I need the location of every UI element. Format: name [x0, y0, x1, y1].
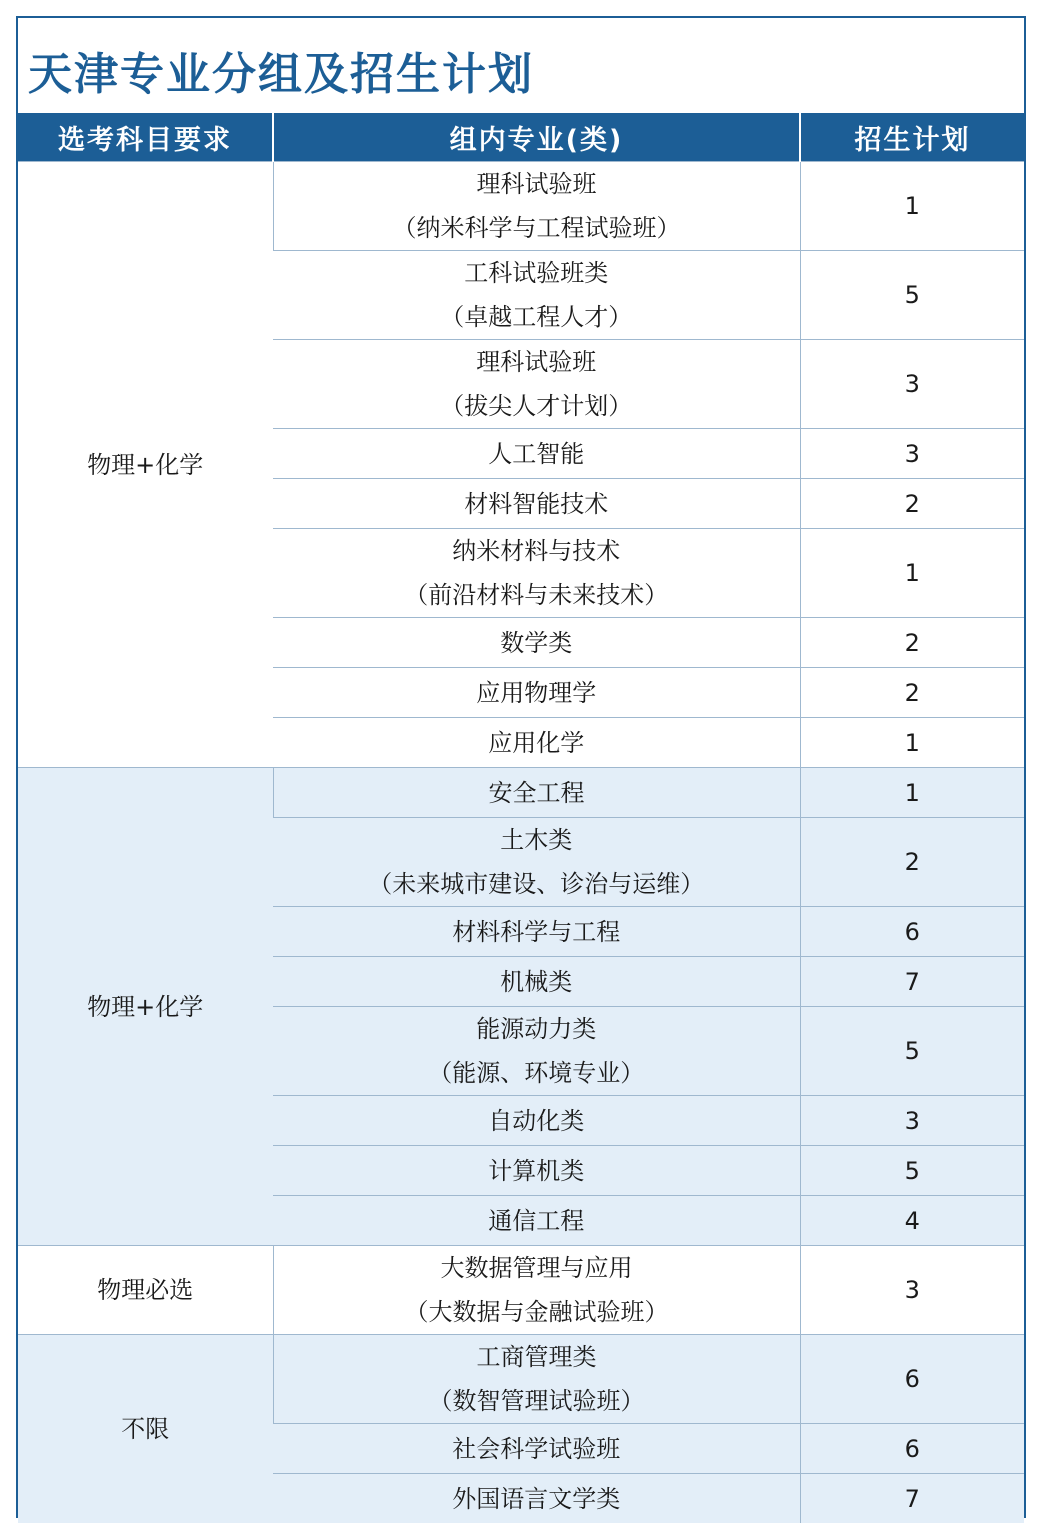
subject-requirement-cell: 物理+化学 — [18, 768, 273, 1246]
major-subtitle: （能源、环境专业） — [428, 1059, 645, 1087]
major-name: 人工智能 — [488, 439, 585, 468]
column-header-requirement: 选考科目要求 — [18, 113, 273, 162]
major-subtitle: （纳米科学与工程试验班） — [392, 214, 681, 242]
major-name: 大数据管理与应用 — [440, 1254, 633, 1282]
major-name: 工科试验班类 — [464, 259, 609, 287]
major-name: 机械类 — [500, 967, 573, 996]
plan-count-cell: 3 — [800, 340, 1024, 429]
major-subtitle: （卓越工程人才） — [440, 303, 633, 331]
plan-count-cell: 2 — [800, 818, 1024, 907]
plan-table-frame — [16, 16, 1026, 1518]
major-cell — [273, 818, 800, 907]
major-cell — [273, 768, 800, 818]
table-row — [18, 162, 1024, 251]
plan-count-cell: 1 — [800, 768, 1024, 818]
major-name: 安全工程 — [488, 778, 585, 807]
plan-count-cell: 1 — [800, 162, 1024, 251]
major-name: 能源动力类 — [476, 1015, 597, 1043]
admission-plan-table — [18, 113, 1024, 1523]
major-cell — [273, 1096, 800, 1146]
column-header-plan: 招生计划 — [800, 113, 1024, 162]
major-cell — [273, 718, 800, 768]
subject-requirement-cell: 不限 — [18, 1335, 273, 1524]
major-name: 计算机类 — [488, 1156, 585, 1185]
major-name: 数学类 — [500, 628, 573, 657]
major-name: 理科试验班 — [476, 348, 597, 376]
plan-count-cell: 1 — [800, 718, 1024, 768]
plan-count-cell: 5 — [800, 251, 1024, 340]
major-cell — [273, 1335, 800, 1424]
major-cell — [273, 1146, 800, 1196]
major-name: 土木类 — [500, 826, 573, 854]
major-cell — [273, 907, 800, 957]
major-subtitle: （未来城市建设、诊治与运维） — [368, 870, 705, 898]
plan-count-cell: 5 — [800, 1146, 1024, 1196]
major-cell — [273, 162, 800, 251]
table-header-row — [18, 113, 1024, 162]
major-subtitle: （数智管理试验班） — [428, 1387, 645, 1415]
plan-count-cell: 1 — [800, 529, 1024, 618]
page-title: 天津专业分组及招生计划 — [28, 49, 534, 100]
plan-count-cell: 2 — [800, 618, 1024, 668]
major-name: 应用化学 — [488, 728, 585, 757]
major-cell — [273, 1474, 800, 1524]
major-name: 社会科学试验班 — [452, 1434, 621, 1463]
plan-count-cell: 3 — [800, 1246, 1024, 1335]
major-cell — [273, 251, 800, 340]
plan-count-cell: 5 — [800, 1007, 1024, 1096]
plan-count-cell: 7 — [800, 957, 1024, 1007]
plan-count-cell: 4 — [800, 1196, 1024, 1246]
major-cell — [273, 1196, 800, 1246]
table-row — [18, 1246, 1024, 1335]
subject-requirement-cell: 物理+化学 — [18, 162, 273, 768]
major-name: 外国语言文学类 — [452, 1484, 621, 1513]
plan-count-cell: 2 — [800, 668, 1024, 718]
plan-count-cell: 3 — [800, 429, 1024, 479]
plan-count-cell: 6 — [800, 907, 1024, 957]
major-subtitle: （大数据与金融试验班） — [404, 1298, 669, 1326]
column-header-major: 组内专业(类) — [273, 113, 800, 162]
major-cell — [273, 529, 800, 618]
major-name: 工商管理类 — [476, 1343, 597, 1371]
subject-requirement-cell: 物理必选 — [18, 1246, 273, 1335]
table-row — [18, 768, 1024, 818]
major-cell — [273, 1007, 800, 1096]
plan-count-cell: 2 — [800, 479, 1024, 529]
major-subtitle: （拔尖人才计划） — [440, 392, 633, 420]
title-bar — [18, 16, 1024, 113]
major-name: 材料智能技术 — [464, 489, 609, 518]
major-subtitle: （前沿材料与未来技术） — [404, 581, 669, 609]
major-cell — [273, 1246, 800, 1335]
major-cell — [273, 340, 800, 429]
major-cell — [273, 429, 800, 479]
major-name: 纳米材料与技术 — [452, 537, 621, 565]
plan-count-cell: 7 — [800, 1474, 1024, 1524]
major-name: 通信工程 — [488, 1206, 585, 1235]
major-cell — [273, 668, 800, 718]
plan-count-cell: 6 — [800, 1335, 1024, 1424]
major-name: 理科试验班 — [476, 170, 597, 198]
major-name: 自动化类 — [488, 1106, 585, 1135]
table-row — [18, 1335, 1024, 1424]
plan-count-cell: 6 — [800, 1424, 1024, 1474]
major-name: 应用物理学 — [476, 678, 597, 707]
major-cell — [273, 1424, 800, 1474]
major-cell — [273, 957, 800, 1007]
table-body — [18, 162, 1024, 1524]
major-cell — [273, 618, 800, 668]
major-name: 材料科学与工程 — [452, 917, 621, 946]
plan-count-cell: 3 — [800, 1096, 1024, 1146]
major-cell — [273, 479, 800, 529]
